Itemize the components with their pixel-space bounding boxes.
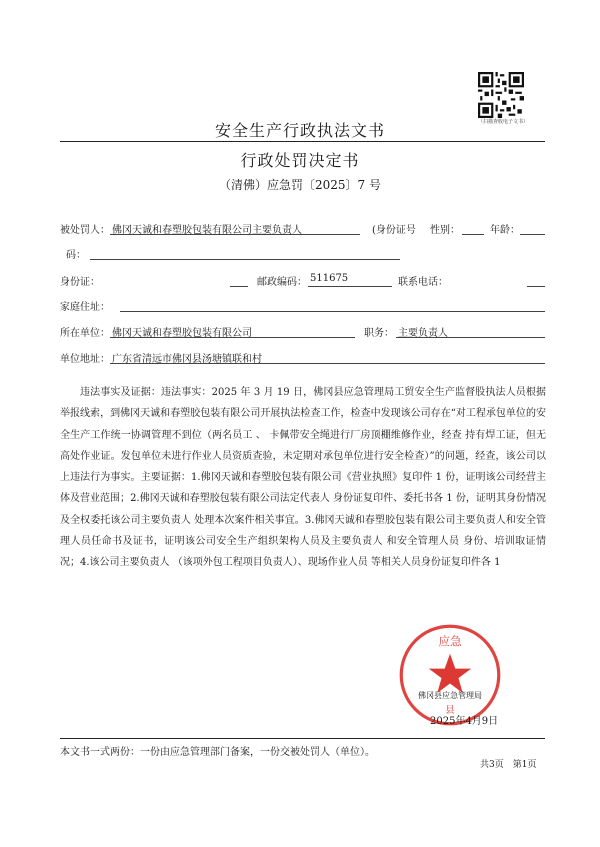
document-title: 安全生产行政执法文书 [214, 121, 385, 140]
address-label: 家庭住址： [60, 302, 110, 313]
svg-text:应急: 应急 [438, 634, 462, 649]
party-underline [110, 234, 360, 235]
title-divider [60, 141, 545, 142]
unit-address-value: 广东省清远市佛冈县汤塘镇联和村 [112, 354, 262, 365]
document-number: （清佛）应急罚〔2025〕7 号 [219, 178, 381, 192]
party-gender-label: 性别： [430, 225, 460, 236]
duty-underline [396, 337, 545, 338]
violation-facts: 违法事实及证据：违法事实：2025 年 3 月 19 日，佛冈县应急管理局工贸安全生产监督股执法人员根据举报线索，到佛冈天诚和春塑胶包装有限公司开展执法检查工作，检查中发现该公司存在“对工程承包单位的安全生产工作统一协调管理不到位（两名员工 、 卡佩带安全绳进行厂房顶棚维修作业，经查 持有焊工证，但无高处作业证。发包单位未进行作业人员资质查验，未定期对承包单位进行安全检查）”的问题，经查，该公司以上违法行为事实。主要证据：1.佛冈天诚和春塑胶包装有限公司《营业执照》复印件 1 份，证明该公司经营主体及营业范围；2.佛冈天诚和春塑胶包装有限公司法定代表人 身份证复印件、委托书各 1 份，证明其身份情况及全权委托该公司主要负责人 处理本次案件相关事宜。3.佛冈天诚和春塑胶包装有限公司主要负责人和安全管理人员任命书及证书，证明该公司安全生产组织架构人员及主要负责人 和安全管理人员 身份、培训取证情况；4.该公司主要负责人 （该项外包工程项目负责人）、现场作业人员 等相关人员身份证复印件各 1 [60, 387, 546, 569]
signing-date: 2025年4月9日 [430, 716, 499, 727]
footer-copies-note: 本文书一式两份：一份由应急管理部门备案，一份交被处罚人（单位）。 [60, 747, 375, 758]
qr-code-icon [478, 72, 524, 118]
id-label: 身份证： [60, 277, 100, 288]
duty-label: 职务： [364, 328, 394, 339]
postcode-label: 邮政编码： [257, 277, 307, 288]
id-code-tail: 码： [66, 250, 86, 261]
gender-underline [462, 234, 484, 235]
phone-label: 联系电话： [398, 277, 448, 288]
address-underline [120, 311, 545, 312]
page-indicator: 共3页 第1页 [480, 760, 537, 770]
duty-value: 主要负责人 [398, 328, 448, 339]
unit-value: 佛冈天诚和春塑胶包装有限公司 [112, 328, 252, 339]
svg-text:县: 县 [445, 705, 455, 717]
unit-label: 所在单位： [60, 328, 110, 339]
signing-department: 佛冈县应急管理局 [418, 691, 482, 700]
postcode-value: 511675 [310, 273, 349, 284]
phone-underline [527, 286, 545, 287]
qr-caption: （扫描查收电子文书） [477, 119, 528, 125]
party-value: 佛冈天诚和春塑胶包装有限公司主要负责人 [112, 225, 302, 236]
document-subtitle: 行政处罚决定书 [240, 151, 360, 170]
postcode-underline [308, 286, 392, 287]
age-underline [520, 234, 545, 235]
unit-address-label: 单位地址： [60, 354, 110, 365]
party-label: 被处罚人： [60, 225, 110, 236]
party-age-label: 年龄： [490, 225, 520, 236]
party-id-type: (身份证号 [372, 225, 416, 236]
id-code-underline [90, 259, 400, 260]
unit-address-underline [110, 363, 545, 364]
footer-divider [60, 738, 545, 739]
unit-underline [110, 337, 355, 338]
id-underline [230, 286, 248, 287]
